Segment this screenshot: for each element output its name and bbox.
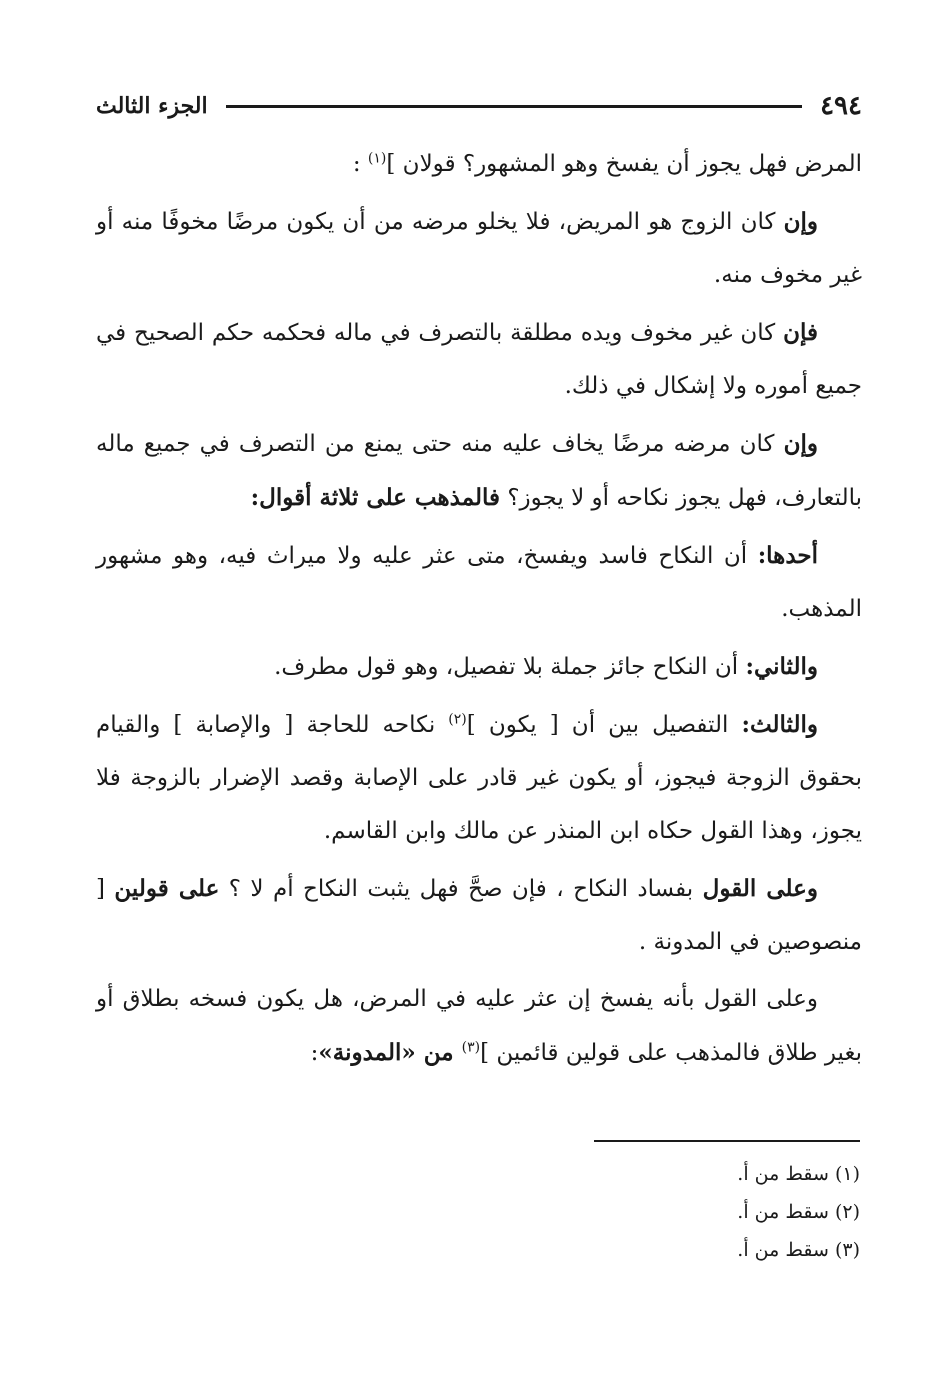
paragraph-text: أن النكاح فاسد ويفسخ، متى عثر عليه ولا ميراث فيه، وهو مشهور المذهب. (96, 543, 862, 622)
page-number: ٤٩٤ (820, 91, 862, 121)
paragraph-6 (96, 640, 862, 694)
header-rule (226, 105, 802, 108)
paragraph-text: وعلى القول بأنه يفسخ إن عثر عليه في المرض، هل يكون فسخه بطلاق أو بغير طلاق فالمذهب على قولين قائمين ] (96, 986, 862, 1066)
paragraph-emphasis: على قولين (114, 875, 220, 902)
paragraph-lead: وعلى القول (702, 875, 818, 902)
paragraph-lead: وإن (783, 208, 818, 235)
paragraph-text: كان الزوج هو المريض، فلا يخلو مرضه من أن يكون مرضًا مخوفًا منه أو غير مخوف منه. (96, 209, 862, 288)
paragraph-text: أن النكاح جائز جملة بلا تفصيل، وهو قول مطرف. (274, 654, 746, 680)
paragraph-text: كان مرضه مرضًا يخاف عليه منه حتى يمنع من التصرف في جميع ماله بالتعارف، فهل يجوز نكاحه أو لا يجوز؟ (96, 431, 862, 511)
paragraph-3 (96, 306, 862, 413)
paragraph-1 (96, 138, 862, 191)
paragraph-text: : (310, 1040, 319, 1066)
footnote-ref-1: (١) (367, 150, 387, 167)
body-text (96, 138, 862, 1084)
footnote-ref-3: (٣) (461, 1039, 481, 1056)
paragraph-text: كان غير مخوف ويده مطلقة بالتصرف في ماله فحكمه حكم الصحيح في جميع أموره ولا إشكال في ذلك. (96, 320, 862, 399)
paragraph-lead: وإن (783, 430, 818, 457)
footnotes (460, 1155, 860, 1269)
paragraph-text: [ منصوصين في المدونة . (96, 876, 862, 955)
part-title: الجزء الثالث (96, 93, 208, 119)
paragraph-2 (96, 195, 862, 302)
footnote-separator (594, 1140, 860, 1142)
paragraph-lead: والثاني: (745, 653, 818, 680)
paragraph-text: المرض فهل يجوز أن يفسخ وهو المشهور؟ قولان ] (386, 151, 862, 177)
paragraph-text: بفساد النكاح ، فإن صحَّ فهل يثبت النكاح أم لا ؟ (219, 876, 703, 902)
paragraph-5 (96, 529, 862, 636)
footnote-2: (٢) سقط من أ. (737, 1201, 860, 1223)
paragraph-lead: والثالث: (741, 711, 818, 738)
paragraph-text: نكاحه للحاجة [ والإصابة ] والقيام بحقوق الزوجة فيجوز، أو يكون غير قادر على الإصابة وقصد الإضرار بالزوجة فلا يجوز، وهذا القول حكاه ابن المنذر عن مالك وابن القاسم. (96, 712, 862, 844)
paragraph-lead: أحدها: (757, 542, 818, 569)
footnote-ref-2: (٢) (448, 711, 467, 728)
paragraph-emphasis: فالمذهب على ثلاثة أقوال: (250, 484, 501, 511)
paragraph-9 (96, 973, 862, 1080)
paragraph-7 (96, 698, 862, 858)
paragraph-lead: فإن (783, 319, 818, 346)
footnote-3: (٣) سقط من أ. (737, 1239, 860, 1261)
paragraph-emphasis: من «المدونة» (318, 1039, 462, 1066)
paragraph-4 (96, 417, 862, 525)
paragraph-text: التفصيل بين أن [ يكون ] (466, 712, 742, 738)
paragraph-8 (96, 862, 862, 969)
footnote-1: (١) سقط من أ. (737, 1163, 860, 1185)
paragraph-text: : (352, 151, 368, 177)
running-header (96, 88, 862, 124)
